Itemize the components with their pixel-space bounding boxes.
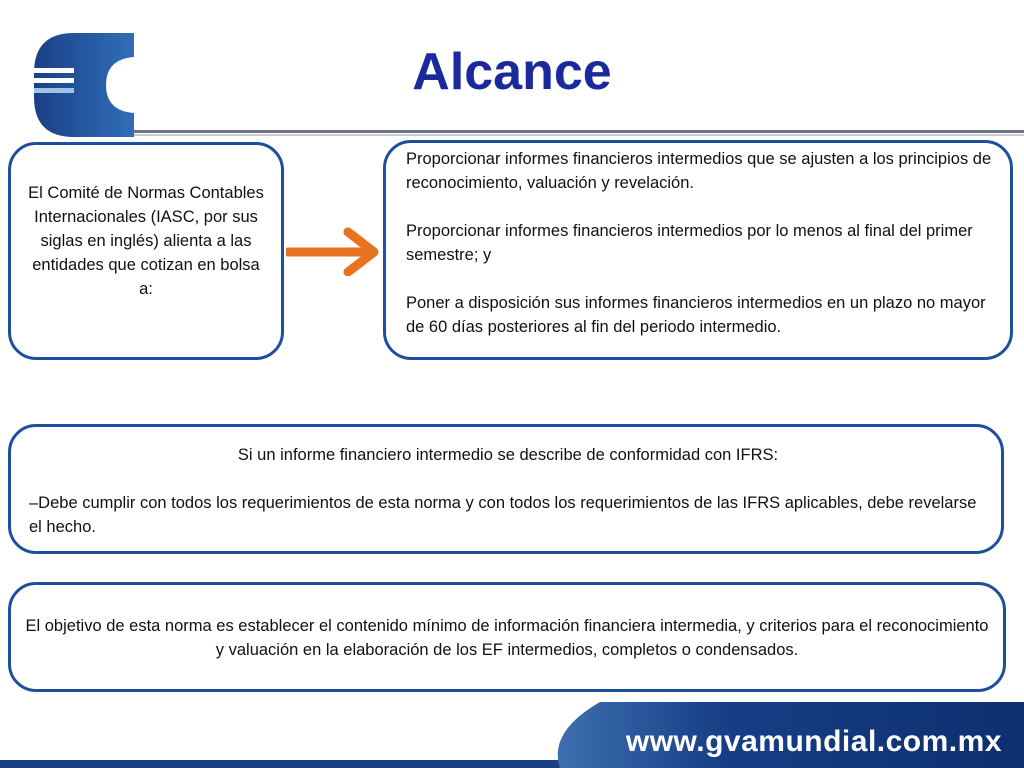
orange-arrow-right-icon xyxy=(286,226,382,276)
objective-item: Proporcionar informes financieros intermedios por lo menos al final del primer semestre; y xyxy=(406,222,973,264)
ifrs-heading: Si un informe financiero intermedio se describe de conformidad con IFRS: xyxy=(237,446,779,464)
objective-item: Proporcionar informes financieros intermedios que se ajusten a los principios de reconocimiento, valuación y revelación. xyxy=(406,150,992,192)
slide-title: Alcance xyxy=(412,43,612,101)
norm-objective-text: El objetivo de esta norma es establecer el contenido mínimo de información financiera intermedia, y criterios para el reconocimiento y valuación en la elaboración de los EF intermedios, completos o condensados. xyxy=(25,617,989,659)
objectives-box xyxy=(383,140,1013,360)
ifrs-body: –Debe cumplir con todos los requerimientos de esta norma y con todos los requerimientos de las IFRS aplicables, debe revelarse el hecho. xyxy=(29,494,977,536)
intro-box xyxy=(8,142,284,360)
footer-url[interactable]: www.gvamundial.com.mx xyxy=(625,725,1002,758)
norm-objective-box xyxy=(8,582,1006,692)
objective-item: Poner a disposición sus informes financieros intermedios en un plazo no mayor de 60 días posteriores al fin del periodo intermedio. xyxy=(406,294,986,336)
header-divider-shadow xyxy=(134,134,1024,136)
intro-text: El Comité de Normas Contables Internacionales (IASC, por sus siglas en inglés) alienta a las entidades que cotizan en bolsa a: xyxy=(28,184,264,298)
ifrs-compliance-box xyxy=(8,424,1004,554)
header-divider xyxy=(134,130,1024,133)
